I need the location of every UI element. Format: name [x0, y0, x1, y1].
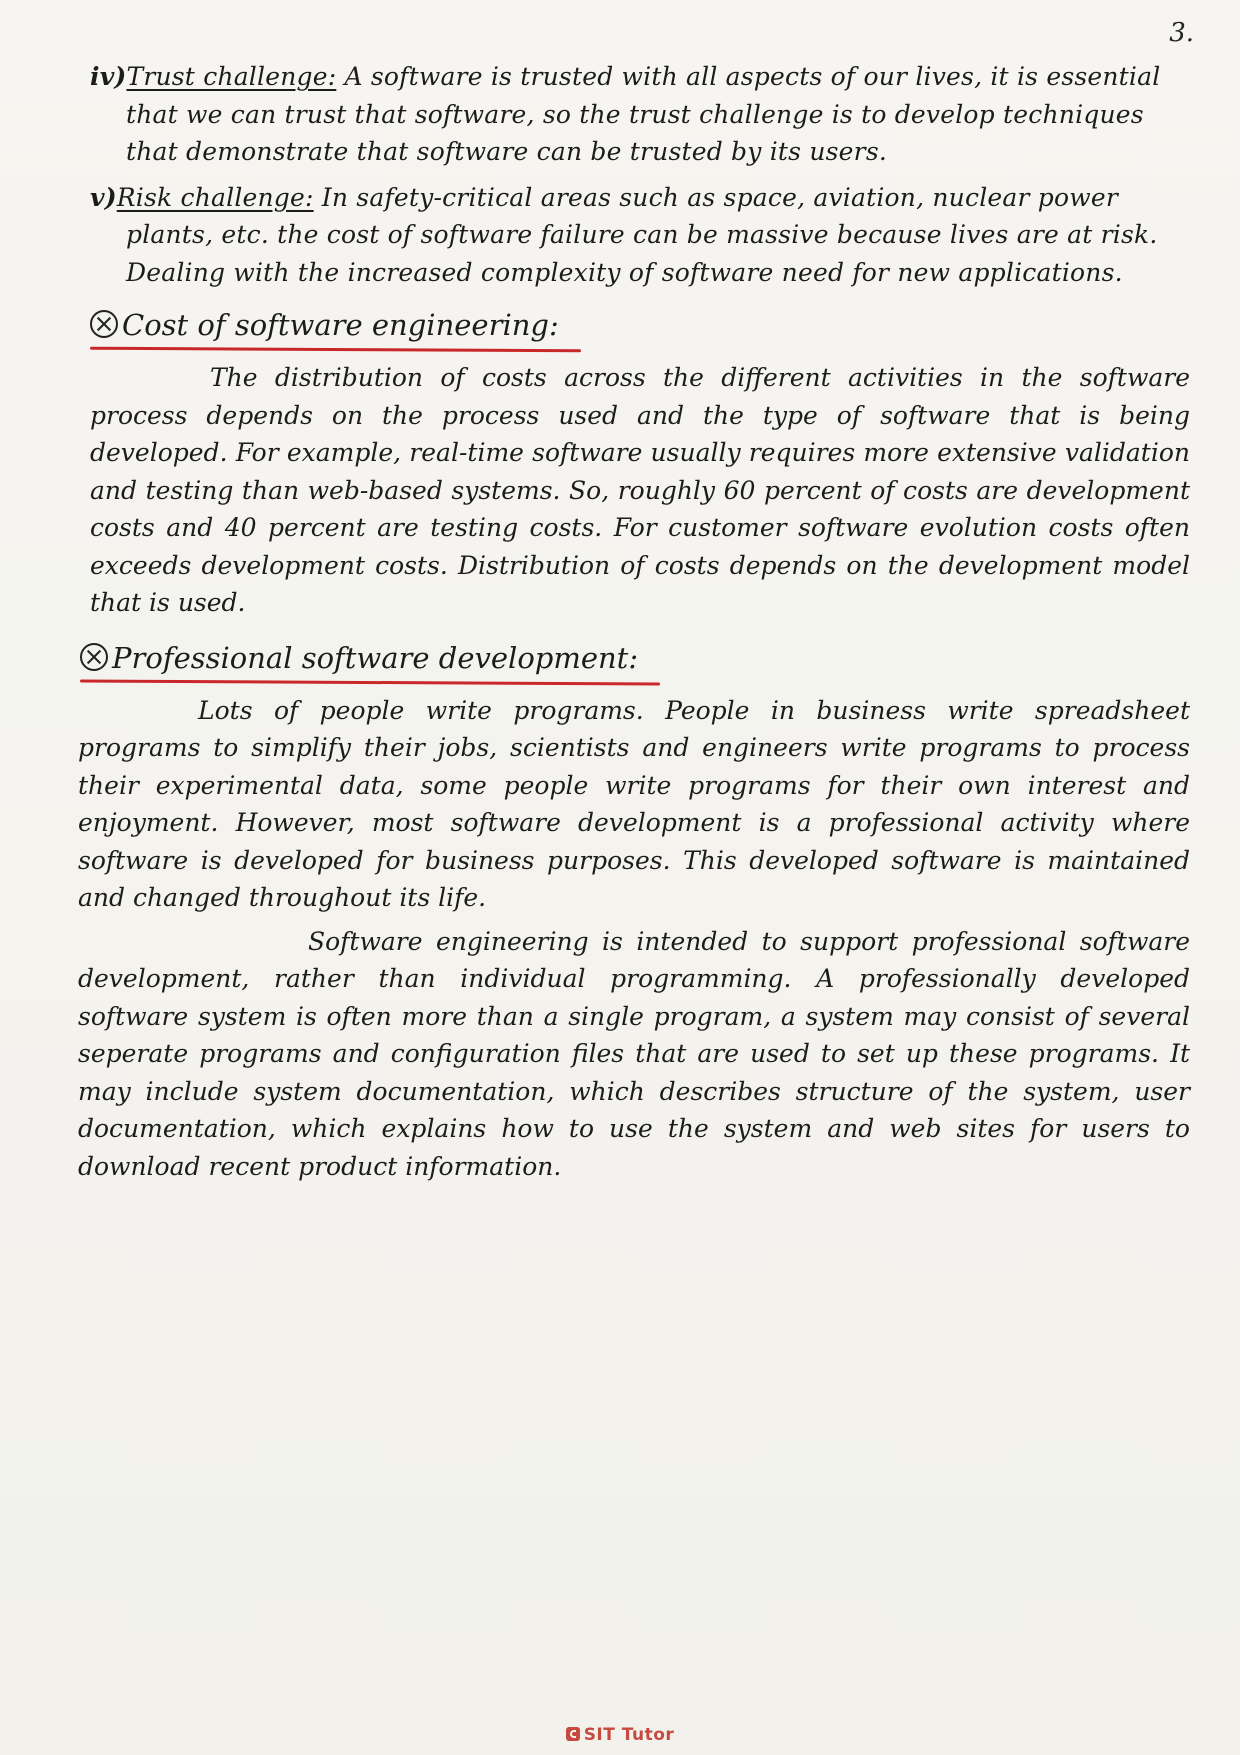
- page-number: 3.: [1169, 18, 1194, 48]
- risk-challenge-marker: v): [90, 182, 117, 212]
- footer-brand: SIT Tutor: [583, 1725, 675, 1745]
- professional-paragraph-2: Software engineering is intended to support professional software development, rather than individual programming. A professionally developed software system is often more than a single program, a system may consist of several seperate programs and configuration files that are used to set up these programs. It may include system documentation, which describes structure of the system, user documentation, which explains how to use the system and web sites for users to download recent product information.: [78, 926, 1190, 1181]
- red-underline: [80, 679, 660, 685]
- bullet-star-icon: [90, 310, 118, 338]
- trust-challenge-point: [90, 58, 1190, 171]
- brand-logo-icon: [566, 1727, 580, 1741]
- risk-challenge-point: [90, 179, 1190, 292]
- trust-challenge-text: A software is trusted with all aspects of our lives, it is essential that we can trust that software, so the trust challenge is to develop techniques that demonstrate that software can be trusted by its users.: [126, 62, 1161, 166]
- risk-challenge-title: Risk challenge:: [116, 182, 314, 212]
- footer-watermark: [0, 1725, 1240, 1745]
- professional-section-heading: [80, 638, 650, 678]
- professional-section-heading-text: Professional software development:: [112, 640, 639, 675]
- cost-section-heading-text: Cost of software engineering:: [122, 308, 559, 342]
- cost-section-heading: [90, 305, 571, 345]
- risk-challenge-text: In safety-critical areas such as space, aviation, nuclear power plants, etc. the cost of software failure can be massive because lives are at risk. Dealing with the increased complexity of software need for new applications.: [126, 182, 1158, 287]
- page-content: [78, 58, 1190, 1185]
- bullet-star-icon: [80, 643, 108, 671]
- trust-challenge-title: Trust challenge:: [126, 62, 337, 91]
- professional-paragraph-1: Lots of people write programs. People in business write spreadsheet programs to simplify their jobs, scientists and engineers write programs to process their experimental data, some people write programs for their own interest and enjoyment. However, most software development is a professional activity where software is developed for business purposes. This developed software is maintained and changed throughout its life.: [78, 695, 1190, 912]
- trust-challenge-marker: iv): [90, 62, 127, 91]
- cost-section-paragraph: The distribution of costs across the different activities in the software process depends on the process used and the type of software that is being developed. For example, real-time software usually requires more extensive validation and testing than web-based systems. So, roughly 60 percent of costs are development costs and 40 percent are testing costs. For customer software evolution costs often exceeds development costs. Distribution of costs depends on the development model that is used.: [90, 363, 1190, 617]
- red-underline: [90, 347, 581, 353]
- spacer: [90, 171, 1190, 179]
